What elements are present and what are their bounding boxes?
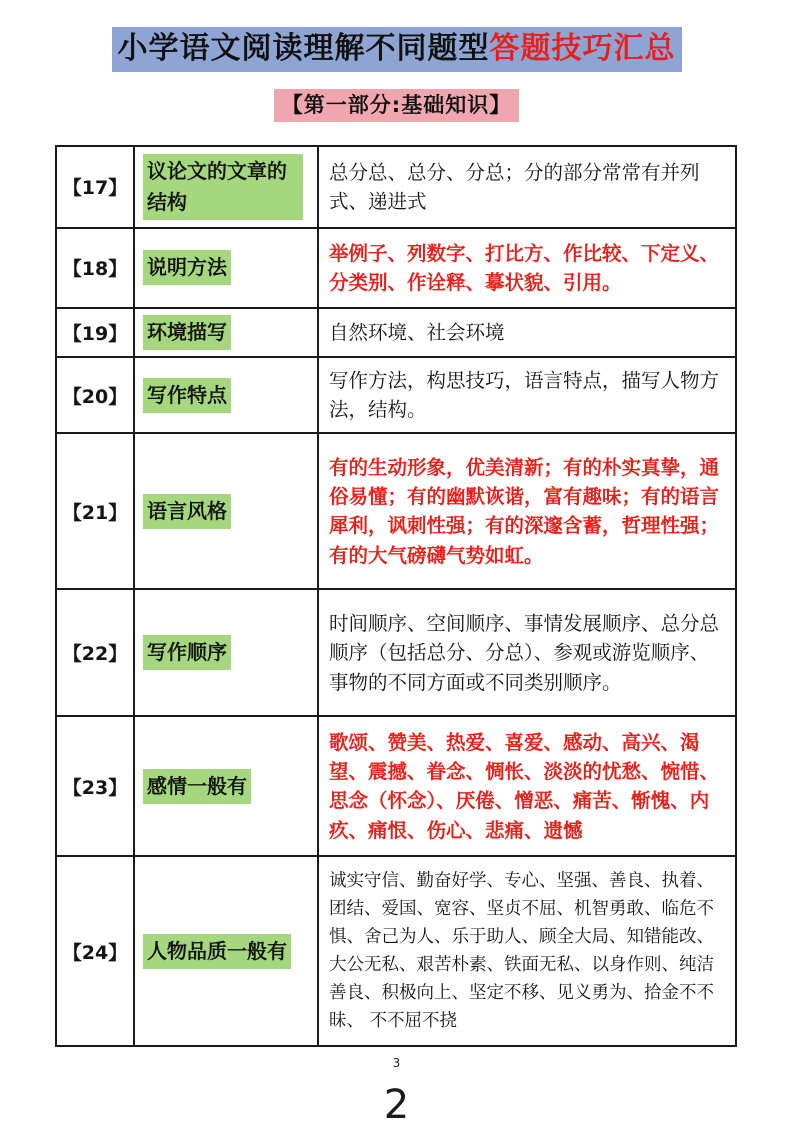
document-page-number: 3 (392, 1056, 401, 1071)
row-content-cell: 写作方法，构思技巧，语言特点，描写人物方法，结构。 (329, 368, 720, 422)
row-content-cell: 有的生动形象，优美清新；有的朴实真挚，通俗易懂；有的幽默诙谐，富有趣味；有的语言犀利，讽刺性强；有的深邃含蓄，哲理性强；有的大气磅礴气势如虹。 (329, 455, 720, 567)
topic-highlight-text: 写作顺序 (143, 635, 231, 670)
row-number-cell: 【23】 (57, 717, 135, 855)
row-number-cell: 【20】 (57, 358, 135, 433)
title-row (0, 0, 793, 72)
topic-highlight-text: 写作特点 (143, 378, 231, 413)
topic-highlight-text: 说明方法 (143, 250, 231, 285)
topic-highlight-text: 议论文的文章的结构 (143, 154, 303, 220)
row-number-cell: 【18】 (57, 229, 135, 307)
table-row (57, 227, 735, 307)
row-content-cell: 歌颂、赞美、热爱、喜爱、感动、高兴、渴望、震撼、眷念、惆怅、淡淡的忧愁、惋惜、思念（怀念）、厌倦、憎恶、痛苦、惭愧、内疚、痛恨、伤心、悲痛、遗憾 (329, 730, 720, 842)
page-title-red-segment: 答题技巧汇总 (489, 31, 676, 66)
topic-highlight-text: 感情一般有 (143, 769, 251, 804)
topic-highlight-text: 语言风格 (143, 494, 231, 529)
page-title (112, 27, 682, 72)
row-topic-cell (135, 434, 319, 588)
table-row (57, 147, 735, 227)
section-subtitle: 【第一部分:基础知识】 (274, 89, 519, 122)
viewer-page-number: 2 (383, 1082, 410, 1128)
row-content-cell: 自然环境、社会环境 (329, 320, 505, 344)
table-row (57, 432, 735, 588)
row-topic-cell (135, 147, 319, 227)
knowledge-points-table (55, 145, 737, 1048)
table-row (57, 588, 735, 715)
topic-highlight-text: 人物品质一般有 (143, 934, 291, 969)
row-number-cell: 【21】 (57, 434, 135, 588)
table-row (57, 307, 735, 356)
row-number-cell: 【22】 (57, 590, 135, 715)
row-number-cell: 【19】 (57, 309, 135, 356)
row-number-cell: 【24】 (57, 857, 135, 1045)
subtitle-row (0, 89, 793, 122)
page-title-black-segment: 小学语文阅读理解不同题型 (117, 31, 490, 66)
row-content-cell: 诚实守信、勤奋好学、专心、坚强、善良、执着、团结、爱国、宽容、坚贞不屈、机智勇敢、临危不惧、舍己为人、乐于助人、顾全大局、知错能改、大公无私、艰苦朴素、铁面无私、以身作则、纯洁善良、积极向上、坚定不移、见义勇为、拾金不不昧、 不不屈不挠 (329, 871, 714, 1032)
table-row (57, 715, 735, 855)
row-content-cell: 举例子、列数字、打比方、作比较、下定义、分类别、作诠释、摹状貌、引用。 (329, 241, 720, 294)
table-row (57, 356, 735, 433)
row-topic-cell (135, 717, 319, 855)
row-topic-cell (135, 358, 319, 433)
row-topic-cell (135, 590, 319, 715)
table-row (57, 855, 735, 1045)
row-topic-cell (135, 309, 319, 356)
topic-highlight-text: 环境描写 (143, 315, 231, 350)
row-content-cell: 总分总、总分、分总；分的部分常常有并列式、递进式 (329, 160, 700, 213)
row-content-cell: 时间顺序、空间顺序、事情发展顺序、总分总顺序（包括总分、分总）、参观或游览顺序、事物的不同方面或不同类别顺序。 (329, 612, 720, 694)
row-number-cell: 【17】 (57, 147, 135, 227)
row-topic-cell (135, 229, 319, 307)
row-topic-cell (135, 857, 319, 1045)
